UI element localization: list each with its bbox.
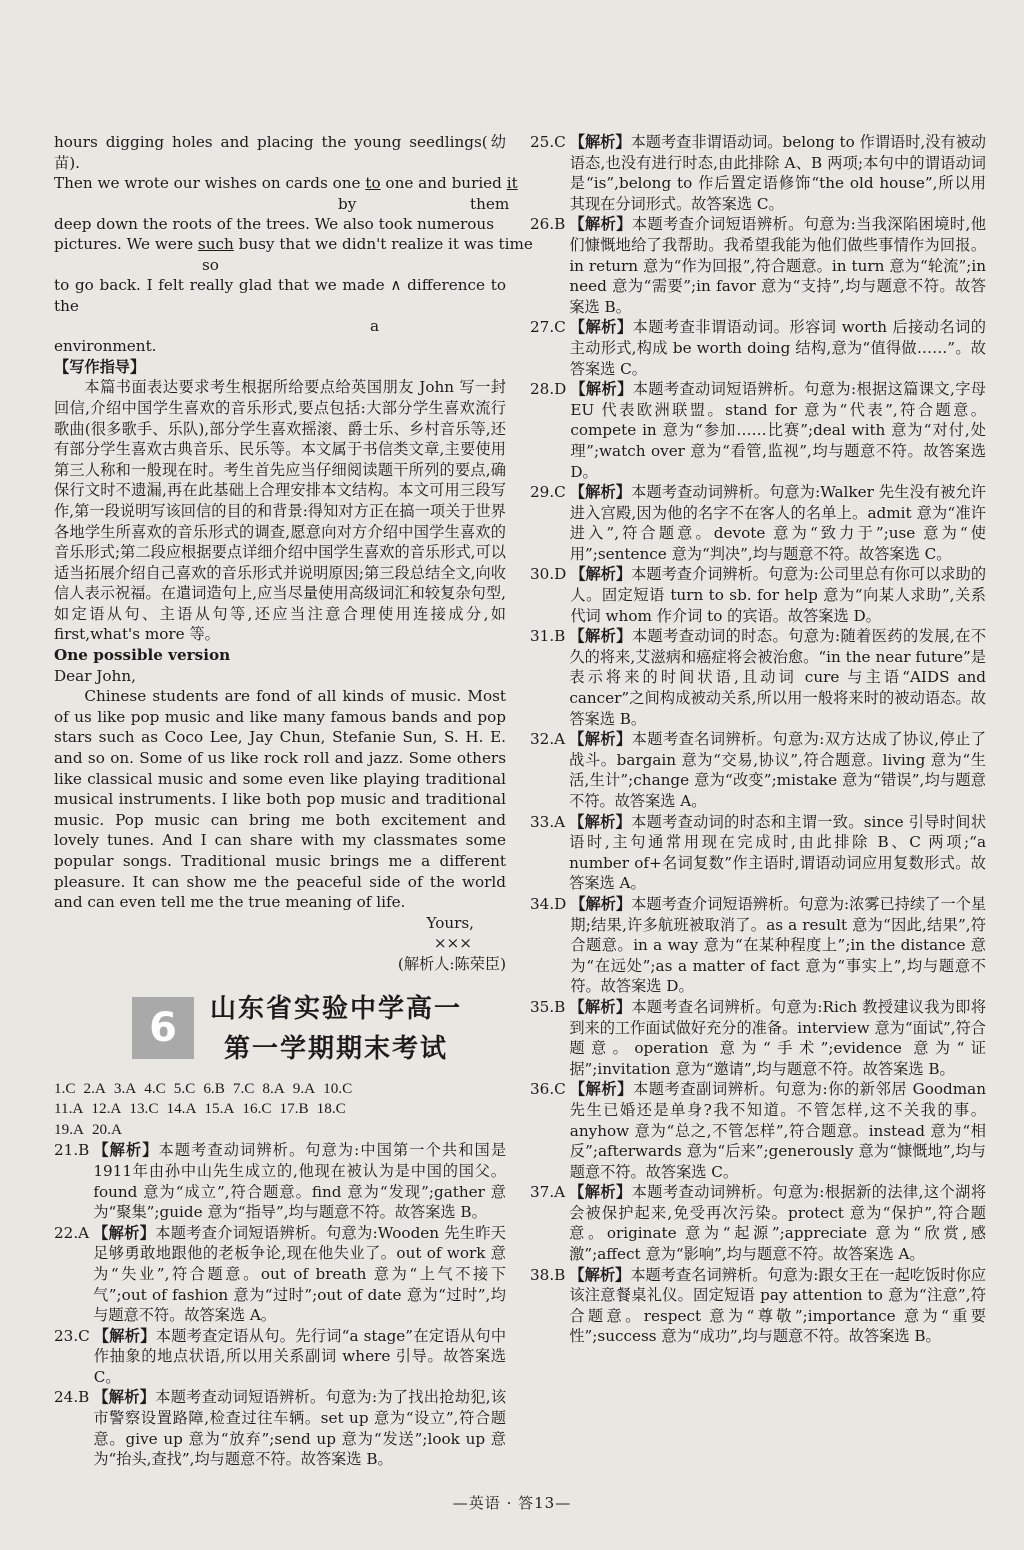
item-text <box>570 379 986 482</box>
correction-row-2 <box>54 255 506 275</box>
analysis-text: 本题考查定语从句。先行词“a stage”在定语从句中作抽象的地点状语,所以用关系副词 where 引导。故答案选 C。 <box>93 1326 507 1386</box>
answer-item: 8.A <box>262 1079 285 1097</box>
item-answer: 29.C <box>530 483 566 502</box>
item-text <box>94 1326 506 1388</box>
section-number-badge: 6 <box>132 997 194 1059</box>
explanation-item <box>530 1182 986 1264</box>
explanation-item <box>530 812 986 894</box>
item-answer: 30.D <box>530 565 567 584</box>
answer-item: 1.C <box>54 1079 76 1097</box>
item-text <box>570 564 986 626</box>
item-text <box>569 1265 986 1347</box>
answer-item: 18.C <box>316 1100 346 1118</box>
analysis-tag: 【解析】 <box>569 1080 633 1099</box>
letter-body: Chinese students are fond of all kinds of music. Most of us like pop music and like many famous bands and pop stars such as Coco Lee, Jay Chun, Stefanie Sun, S. H. E. and so on. Some of us like rock roll and jazz. Some others like classical music and some even like playing traditional musical instruments. I like both pop music and traditional music. Pop music can bring me both excitement and lovely tunes. And I can share with my classmates some popular songs. Traditional music brings me a different pleasure. It can show me the peaceful side of the world and can even tell me the true meaning of life. <box>54 687 506 912</box>
explanation-item <box>54 1387 506 1469</box>
answer-row-1 <box>54 1079 506 1100</box>
explanation-item <box>530 317 986 379</box>
item-answer: 23.C <box>54 1326 90 1345</box>
answer-item: 7.C <box>232 1079 255 1097</box>
item-text <box>93 1223 506 1326</box>
explanation-item <box>530 214 986 317</box>
analysis-tag: 【解析】 <box>93 1141 159 1160</box>
analysis-tag: 【解析】 <box>569 730 632 749</box>
explanation-item <box>54 1326 506 1388</box>
answer-item: 19.A <box>54 1120 84 1138</box>
correction-them: them <box>470 194 510 213</box>
analysis-tag: 【解析】 <box>569 1183 632 1202</box>
item-text <box>569 729 986 811</box>
correction-a: a <box>370 317 380 336</box>
item-answer: 38.B <box>530 1265 566 1284</box>
explanation-item <box>530 626 986 729</box>
analysis-tag: 【解析】 <box>569 812 632 831</box>
section-header <box>54 983 506 1075</box>
item-answer: 33.A <box>530 812 566 831</box>
letter-closing: Yours, <box>426 913 474 932</box>
item-answer: 22.A <box>54 1223 90 1242</box>
essay-line-5: to go back. I felt really glad that we made ∧ difference to the <box>54 275 506 315</box>
item-text <box>93 1140 506 1222</box>
item-text <box>570 482 986 564</box>
essay-line-3: deep down the roots of the trees. We also took numerous <box>54 214 494 233</box>
answer-item: 9.A <box>292 1079 316 1097</box>
answer-item: 12.A <box>91 1100 122 1118</box>
item-text <box>569 626 986 729</box>
analysis-tag: 【解析】 <box>570 894 632 913</box>
analysis-text: 本题考查动词辨析。句意为:Walker 先生没有被允许进入宫殿,因为他的名字不在客人的名单上。admit 意为“准许进入”,符合题意。devote 意为“致力于”;use 意为“使用”;sentence 意为“判决”,均与题意不符。故答案选 C。 <box>569 483 986 563</box>
analysis-text: 本题考查名词辨析。句意为:跟女王在一起吃饭时你应该注意餐桌礼仪。固定短语 pay attention to 意为“注意”,符合题意。respect 意为“尊敬”;importance 意为“重要性”;success 意为“成功”,均与题意不符。故答案选 B。 <box>569 1265 987 1346</box>
explanation-item <box>54 1140 506 1222</box>
essay-line-2 <box>54 173 518 194</box>
answer-item: 14.A <box>166 1100 197 1118</box>
analysis-text: 本题考查副词辨析。句意为:你的新邻居 Goodman 先生已婚还是单身?我不知道。不管怎样,这不关我的事。anyhow 意为“总之,不管怎样”,符合题意。instead 意为“相反”;afterwards 意为“后来”;generously 意为“慷慨地”,均与题意不符。故答案选 C。 <box>569 1080 987 1181</box>
version-title: One possible version <box>54 646 231 665</box>
letter-signature: ××× <box>433 934 472 953</box>
item-answer: 34.D <box>530 894 567 913</box>
analysis-tag: 【解析】 <box>570 380 633 399</box>
item-text <box>569 1182 986 1264</box>
analysis-tag: 【解析】 <box>569 215 632 234</box>
analysis-tag: 【解析】 <box>569 627 632 646</box>
answer-item: 20.A <box>91 1120 122 1138</box>
analysis-tag: 【解析】 <box>569 997 632 1016</box>
analysis-text: 本题考查动词短语辨析。句意为:根据这篇课文,字母 EU 代表欧洲联盟。stand for 意为“代表”,符合题意。compete in 意为“参加……比赛”;deal with 意为“对付,处理”;watch over 意为“看管,监视”,均与题意不符。故答案选 D。 <box>570 380 986 481</box>
analysis-text: 本题考查名词辨析。句意为:双方达成了协议,停止了战斗。bargain 意为“交易,协议”,符合题意。living 意为“生活,生计”;change 意为“改变”;mistake 意为“错误”,均与题意不符。故答案选 A。 <box>569 730 987 810</box>
page-footer: —英语 · 答13— <box>452 1494 572 1512</box>
item-text <box>570 317 986 379</box>
section-title <box>206 989 466 1069</box>
analysis-text: 本题考查介词短语辨析。句意为:Wooden 先生昨天足够勇敢地跟他的老板争论,现在他失业了。out of work 意为“失业”,符合题意。out of breath 意为“上气不接下气”;out of fashion 意为“过时”;out of date 意为“过时”,均与题意不符。故答案选 A。 <box>93 1223 506 1325</box>
writing-guide-title: 【写作指导】 <box>54 357 146 376</box>
left-explanations <box>54 1140 506 1470</box>
analysis-tag: 【解析】 <box>93 1388 156 1407</box>
explanation-item <box>530 997 986 1079</box>
explanation-item <box>530 1265 986 1347</box>
correction-row-1 <box>54 194 510 214</box>
analysis-text: 本题考查非谓语动词。belong to 作谓语时,没有被动语态,也没有进行时态,由此排除 A、B 两项;本句中的谓语动词是“is”,belong to 作后置定语修饰“the old house”,所以用其现在分词形式。故答案选 C。 <box>569 133 986 213</box>
explanation-item <box>530 482 986 564</box>
section-title-line-2: 第一学期期末考试 <box>223 1033 448 1064</box>
essay-line-2-mid: one and buried <box>380 174 507 193</box>
item-answer: 37.A <box>530 1183 566 1202</box>
analysis-tag: 【解析】 <box>569 1265 631 1284</box>
right-explanations <box>530 132 986 1347</box>
item-text <box>570 132 986 214</box>
analysis-tag: 【解析】 <box>569 483 632 502</box>
analysis-tag: 【解析】 <box>93 1223 156 1242</box>
answer-item: 17.B <box>279 1100 309 1118</box>
analysis-text: 本题考查名词辨析。句意为:Rich 教授建议我为即将到来的工作面试做好充分的准备。interview 意为“面试”,符合题意。operation 意为“手术”;evidence 意为“证据”;invitation 意为“邀请”,均与题意不符。故答案选 B。 <box>569 997 987 1078</box>
item-answer: 26.B <box>530 215 566 234</box>
answer-key <box>54 1079 506 1141</box>
left-column <box>54 132 533 1470</box>
item-text <box>570 1079 986 1182</box>
essay-line-6: environment. <box>54 337 157 356</box>
analysis-tag: 【解析】 <box>569 318 633 337</box>
item-answer: 31.B <box>530 627 566 646</box>
letter-greeting: Dear John, <box>54 666 136 685</box>
explanation-item <box>530 894 986 997</box>
explanation-item <box>530 132 986 214</box>
answer-item: 11.A <box>54 1100 84 1118</box>
analysis-text: 本题考查动词辨析。句意为:中国第一个共和国是1911年由孙中山先生成立的,他现在被认为是中国的国父。found 意为“成立”,符合题意。find 意为“发现”;gather 意为“聚集”;guide 意为“指导”,均与题意不符。故答案选 B。 <box>93 1141 507 1222</box>
item-answer: 21.B <box>54 1141 90 1160</box>
item-answer: 27.C <box>530 318 566 337</box>
essay-line-4-pre: pictures. We were <box>54 235 198 254</box>
essay-line-2-pre: Then we wrote our wishes on cards one <box>54 174 366 193</box>
item-answer: 35.B <box>530 997 566 1016</box>
item-answer: 36.C <box>530 1080 566 1099</box>
correction-by: by <box>338 194 357 213</box>
writing-guide-text: 本篇书面表达要求考生根据所给要点给英国朋友 John 写一封回信,介绍中国学生喜欢的音乐形式,要点包括:大部分学生喜欢流行歌曲(很多歌手、乐队),部分学生喜欢摇滚、爵士乐、乡村音乐等,还有部分学生喜欢古典音乐、民乐等。本文属于书信类文章,主要使用第三人称和一般现在时。考生首先应当仔细阅读题干所列的要点,确保行文时不遗漏,再在此基础上合理安排本文结构。本文可用三段写作,第一段说明写该回信的目的和背景:得知对方正在搞一项关于世界各地学生所喜欢的音乐形式的调查,愿意向对方介绍中国学生喜欢的音乐形式;第二段应根据要点详细介绍中国学生喜欢的音乐形式,可以适当拓展介绍自己喜欢的音乐形式并说明原因;第三段总结全文,向收信人表示祝福。在遣词造句上,应当尽量使用高级词汇和较复杂句型,如定语从句、主语从句等,还应当注意合理使用连接成分,如 first,what's more 等。 <box>54 378 506 644</box>
analysis-text: 本题考查非谓语动词。形容词 worth 后接动名词的主动形式,构成 be worth doing 结构,意为“值得做……”。故答案选 C。 <box>569 318 986 378</box>
answer-item: 6.B <box>203 1079 225 1097</box>
essay-line-1: hours digging holes and placing the young seedlings(幼苗). <box>54 133 506 172</box>
explanation-item <box>530 729 986 811</box>
item-text <box>569 812 986 894</box>
essay-line-4-post: busy that we didn't realize it was time <box>233 235 533 254</box>
answer-item: 2.A <box>83 1079 106 1097</box>
analysis-tag: 【解析】 <box>570 565 632 584</box>
right-column <box>530 132 986 1347</box>
answer-item: 13.C <box>129 1100 159 1118</box>
analysis-text: 本题考查动词短语辨析。句意为:为了找出抢劫犯,该市警察设置路障,检查过往车辆。set up 意为“设立”,符合题意。give up 意为“放弃”;send up 意为“发送”;look up 意为“抬头,查找”,均与题意不符。故答案选 B。 <box>93 1388 507 1469</box>
error-word-to: to <box>365 174 381 193</box>
answer-item: 4.C <box>144 1079 166 1097</box>
answer-item: 5.C <box>173 1079 196 1097</box>
answer-item: 3.A <box>113 1079 137 1097</box>
analysis-text: 本题考查动词的时态和主谓一致。since 引导时间状语时,主句通常用现在完成时,由此排除 B、C 两项;“a number of+名词复数”作主语时,谓语动词应用复数形式。故答案选 A。 <box>569 812 987 893</box>
error-word-such: such <box>197 235 234 254</box>
explanation-item <box>530 1079 986 1182</box>
item-answer: 24.B <box>54 1388 90 1407</box>
explanation-item <box>530 379 986 482</box>
answer-item: 15.A <box>204 1100 235 1118</box>
answer-row-3 <box>54 1120 506 1141</box>
analysis-text: 本题考查动词辨析。句意为:根据新的法律,这个湖将会被保护起来,免受再次污染。protect 意为“保护”,符合题意。originate 意为“起源”;appreciate 意为“欣赏,感激”;affect 意为“影响”,均与题意不符。故答案选 A。 <box>569 1183 987 1264</box>
item-text <box>570 894 986 997</box>
analysis-text: 本题考查介词短语辨析。句意为:当我深陷困境时,他们慷慨地给了我帮助。我希望我能为他们做些事情作为回报。in return 意为“作为回报”,符合题意。in turn 意为“轮流”;in need 意为“需要”;in favor 意为“支持”,均与题意不符。故答案选 B。 <box>569 215 987 316</box>
item-text <box>569 997 986 1079</box>
item-text <box>93 1387 506 1469</box>
section-title-line-1: 山东省实验中学高一 <box>209 993 462 1024</box>
error-word-it: it <box>506 174 518 193</box>
analyst-note: (解析人:陈荣臣) <box>397 954 506 973</box>
essay-line-4 <box>54 234 533 255</box>
analysis-tag: 【解析】 <box>569 133 631 151</box>
answer-item: 16.C <box>242 1100 272 1118</box>
analysis-text: 本题考查介词辨析。句意为:公司里总有你可以求助的人。固定短语 turn to sb. for help 意为“向某人求助”,关系代词 whom 作介词 to 的宾语。故答案选 D。 <box>570 565 987 625</box>
analysis-tag: 【解析】 <box>93 1326 156 1345</box>
item-answer: 25.C <box>530 133 566 151</box>
item-answer: 28.D <box>530 380 567 399</box>
explanation-item <box>54 1223 506 1326</box>
item-answer: 32.A <box>530 730 566 749</box>
item-text <box>569 214 986 317</box>
analysis-text: 本题考查介词短语辨析。句意为:浓雾已持续了一个星期;结果,许多航班被取消了。as a result 意为“因此,结果”,符合题意。in a way 意为“在某种程度上”;in the distance 意为“在远处”;as a matter of fact 意为“事实上”,均与题意不符。故答案选 D。 <box>570 894 987 996</box>
answer-item: 10.C <box>323 1079 353 1097</box>
analysis-text: 本题考查动词的时态。句意为:随着医药的发展,在不久的将来,艾滋病和癌症将会被治愈。“in the near future”是表示将来的时间状语,且动词 cure 与主语“AIDS and cancer”之间构成被动关系,所以用一般将来时的被动语态。故答案选 B。 <box>569 627 987 728</box>
explanation-item <box>530 564 986 626</box>
answer-row-2 <box>54 1099 506 1120</box>
correction-row-3 <box>54 316 506 336</box>
correction-so: so <box>202 255 219 274</box>
